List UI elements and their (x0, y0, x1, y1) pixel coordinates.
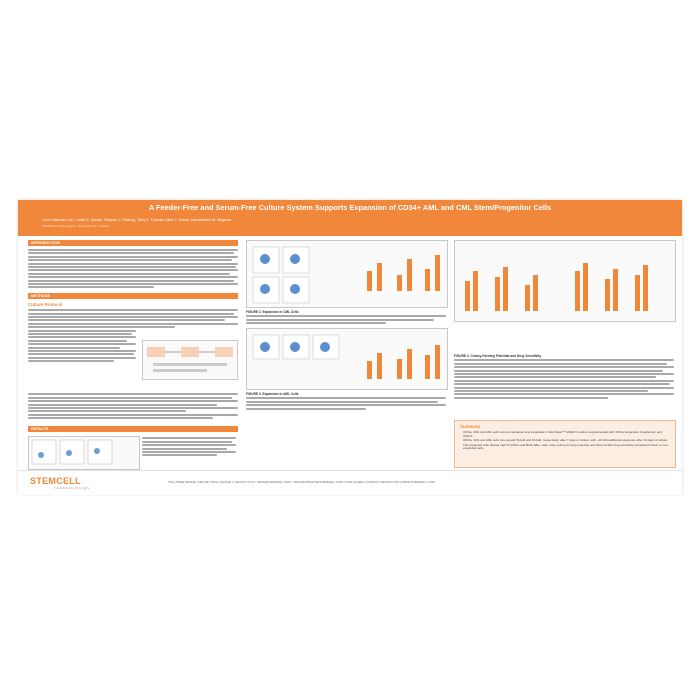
contact-line: TOLL FREE PHONE 1 800 667 0322 • PHONE +1 604 877 0713 • INFO@STEMCELL.COM • TECHSUPPORT@STEMCELL.COM • FOR GLOBAL CONTACT DETAILS VISIT WWW.STEMCELL.COM (168, 480, 435, 484)
poster-title: A Feeder-Free and Serum-Free Culture System Supports Expansion of CD34+ AML and CML Stem/Progenitor Cells (148, 203, 552, 212)
results-header: RESULTS (28, 426, 238, 432)
methods-text (28, 309, 238, 328)
cml-expansion-figure (246, 240, 448, 308)
footer (18, 470, 682, 495)
stemcell-logo-sub: TECHNOLOGIES (54, 486, 90, 490)
stemcell-logo: STEMCELL (30, 476, 81, 486)
poster (18, 200, 682, 494)
summary-point: CD34+ CML and AML cells can be maintained and expanded in StemSpan™ SFEM II medium supplemented with CD34+ Expansion Supplement and UM171. (463, 430, 662, 438)
culture-protocol-heading: Culture Protocol (28, 302, 63, 308)
introduction-header: INTRODUCTION (28, 240, 238, 246)
author-list: Leon Hakimian Loh, Louise E. Sunshr, Stephen J. Ellsburg, Terry E. Thomas, Allen C. Eaves, and Albertus W. Wognum (42, 218, 232, 222)
figure-2-caption: FIGURE 2. Expansion in CML Cells (246, 310, 299, 314)
introduction-text (28, 249, 238, 288)
figure-3-caption: FIGURE 3. Expansion in AML Cells (246, 392, 299, 396)
results-caption-text (142, 436, 236, 458)
figure-4-caption: FIGURE 4. Colony-Forming Potential and Drug Sensitivity (454, 354, 542, 358)
results-flow-figure (28, 436, 140, 470)
aml-expansion-figure (246, 328, 448, 390)
summary-point: CD34+ CML and AML cells can expand 50-fold and 20-fold, respectively, after 7 days of culture, with ~10-fold additional expansion after 14 days of culture. (463, 438, 669, 443)
affiliation: STEMCELL Technologies, Vancouver BC, Canada (42, 224, 109, 228)
methods-header: METHODS (28, 293, 238, 299)
experimental-setup-figure (142, 340, 238, 380)
summary-box (454, 420, 676, 468)
summary-heading: Summary (460, 424, 481, 429)
figure-3-text (246, 396, 446, 411)
summary-point: The expanded cells display high % CD34+ and BCR-ABL+ cells, have colony-forming potential, and show similar drug sensitivity compared to fresh or non-expanded cells. (463, 442, 669, 451)
title-bar (18, 200, 682, 236)
figure-2-text (246, 314, 446, 326)
methods-subtext (28, 330, 136, 363)
figure-4-text (454, 358, 674, 400)
colony-forming-figure (454, 240, 676, 322)
methods-lower-text (28, 392, 238, 421)
column-1 (28, 240, 238, 431)
